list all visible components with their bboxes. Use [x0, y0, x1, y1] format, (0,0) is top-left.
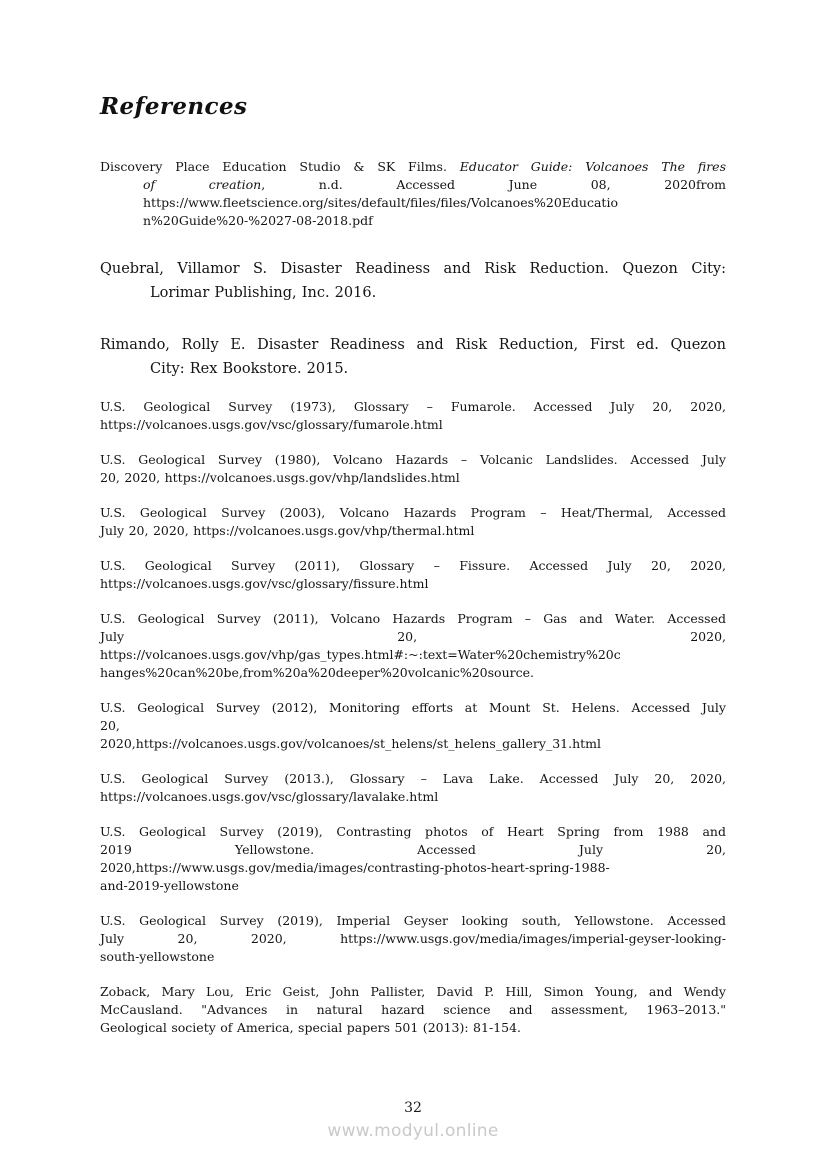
page-number: 32	[404, 1100, 422, 1116]
reference-entry	[100, 257, 726, 305]
reference-line: Discovery Place Education Studio & SK Films. Educator Guide: Volcanoes The fires	[100, 159, 726, 174]
references-list	[100, 158, 726, 1037]
reference-line: U.S. Geological Survey (2013.), Glossary – Lava Lake. Accessed July 20, 2020,	[100, 771, 726, 786]
reference-entry	[100, 610, 726, 682]
reference-entry	[100, 398, 726, 434]
reference-line: Quebral, Villamor S. Disaster Readiness and Risk Reduction. Quezon City:	[100, 261, 726, 277]
reference-line: Geological society of America, special papers 501 (2013): 81-154.	[100, 1020, 522, 1035]
reference-entry	[100, 983, 726, 1037]
reference-entry	[100, 770, 726, 806]
reference-line: U.S. Geological Survey (2011), Glossary – Fissure. Accessed July 20, 2020,	[100, 558, 726, 573]
reference-line: 20,	[100, 718, 120, 733]
reference-line: City: Rex Bookstore. 2015.	[150, 361, 349, 377]
reference-line: Rimando, Rolly E. Disaster Readiness and Risk Reduction, First ed. Quezon	[100, 337, 726, 353]
reference-line: July 20, 2020, https://www.usgs.gov/media/images/imperial-geyser-looking-	[100, 931, 726, 946]
reference-entry	[100, 504, 726, 540]
reference-line: 20, 2020, https://volcanoes.usgs.gov/vhp/landslides.html	[100, 470, 460, 485]
reference-entry	[100, 451, 726, 487]
reference-line: U.S. Geological Survey (2012), Monitoring efforts at Mount St. Helens. Accessed July	[100, 700, 726, 715]
reference-line: 2020,https://volcanoes.usgs.gov/volcanoes/st_helens/st_helens_gallery_31.html	[100, 736, 602, 751]
page-title: References	[100, 93, 248, 120]
reference-line: https://volcanoes.usgs.gov/vsc/glossary/lavalake.html	[100, 789, 439, 804]
reference-line: U.S. Geological Survey (1980), Volcano Hazards – Volcanic Landslides. Accessed July	[100, 452, 726, 467]
reference-line: Lorimar Publishing, Inc. 2016.	[150, 285, 377, 301]
reference-entry	[100, 699, 726, 753]
reference-line: https://volcanoes.usgs.gov/vsc/glossary/fumarole.html	[100, 417, 443, 432]
reference-entry	[100, 823, 726, 895]
reference-line: U.S. Geological Survey (1973), Glossary – Fumarole. Accessed July 20, 2020,	[100, 399, 726, 414]
reference-line: https://volcanoes.usgs.gov/vsc/glossary/fissure.html	[100, 576, 429, 591]
reference-line: U.S. Geological Survey (2019), Imperial Geyser looking south, Yellowstone. Accessed	[100, 913, 726, 928]
reference-line: July 20, 2020,	[100, 629, 726, 644]
reference-line: U.S. Geological Survey (2019), Contrasting photos of Heart Spring from 1988 and	[100, 824, 726, 839]
reference-entry	[100, 912, 726, 966]
reference-line: McCausland. "Advances in natural hazard science and assessment, 1963–2013."	[100, 1002, 726, 1017]
reference-line: U.S. Geological Survey (2003), Volcano Hazards Program – Heat/Thermal, Accessed	[100, 505, 726, 520]
reference-line: of creation, n.d. Accessed June 08, 2020from	[143, 177, 726, 192]
reference-line: south-yellowstone	[100, 949, 215, 964]
reference-line: and-2019-yellowstone	[100, 878, 239, 893]
reference-entry	[100, 557, 726, 593]
reference-entry	[100, 333, 726, 381]
reference-line: 2020,https://www.usgs.gov/media/images/contrasting-photos-heart-spring-1988-	[100, 860, 610, 875]
reference-line: n%20Guide%20-%2027-08-2018.pdf	[143, 213, 373, 228]
reference-line: https://www.fleetscience.org/sites/default/files/files/Volcanoes%20Educatio	[143, 195, 618, 210]
reference-line: hanges%20can%20be,from%20a%20deeper%20volcanic%20source.	[100, 665, 534, 680]
reference-line: July 20, 2020, https://volcanoes.usgs.gov/vhp/thermal.html	[100, 523, 475, 538]
reference-line: https://volcanoes.usgs.gov/vhp/gas_types.html#:~:text=Water%20chemistry%20c	[100, 647, 621, 662]
reference-line: Zoback, Mary Lou, Eric Geist, John Pallister, David P. Hill, Simon Young, and Wendy	[100, 984, 726, 999]
reference-line: U.S. Geological Survey (2011), Volcano Hazards Program – Gas and Water. Accessed	[100, 611, 726, 626]
reference-line: 2019 Yellowstone. Accessed July 20,	[100, 842, 726, 857]
reference-entry	[100, 158, 726, 230]
watermark-text: www.modyul.online	[327, 1121, 499, 1141]
